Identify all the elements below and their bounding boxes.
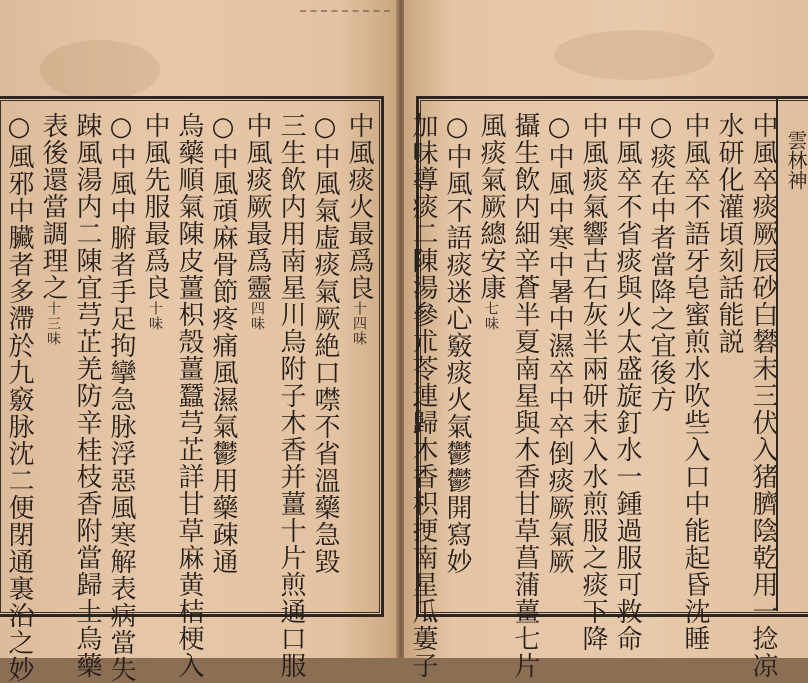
left-col-5: ○中風頑麻骨節疼痛風濕氣鬱用藥疎通 — [208, 112, 238, 575]
left-col-9: 踈風湯内二陳宜芎芷羌防辛桂枝香附當歸土烏藥 — [72, 112, 102, 679]
left-col-4-text: 中風痰厥最爲靈 — [242, 112, 272, 301]
left-col-3: 三生飲内用南星川烏附子木香并薑十片煎通口服 — [276, 112, 306, 679]
left-col-7-note: 十味 — [147, 301, 163, 331]
left-col-6: 烏藥順氣陳皮薑枳殼薑蠶芎芷詳甘草麻黄桔梗入 — [174, 112, 204, 679]
left-col-8: ○中風中腑者手足拘攣急脉浮惡風寒解表病當失 — [106, 112, 136, 683]
left-col-11: ○風邪中臟者多滯於九竅脉沈二便閉通裏治之妙 — [4, 112, 34, 683]
right-col-6: 中風痰氣響古石灰半兩研末入水煎服之痰下降 — [578, 112, 608, 652]
left-col-7 — [140, 112, 170, 331]
left-col-1-note: 十四味 — [351, 301, 367, 346]
right-col-9-text: 風痰氣厥總安康 — [476, 112, 506, 301]
right-col-2: 水研化灌頃刻話能説 — [714, 112, 744, 355]
left-col-1 — [344, 112, 374, 346]
top-mark — [300, 10, 390, 24]
right-col-3: 中風卒不語牙皂蜜煎水吹些入口中能起昏沈睡 — [680, 112, 710, 652]
right-col-9-note: 七味 — [483, 301, 499, 331]
left-col-10-note: 十三味 — [45, 301, 61, 346]
left-col-1-text: 中風痰火最爲良 — [344, 112, 374, 301]
right-col-11: 加味導痰二陳湯參朮苓連歸木香枳挭南星瓜蔞子 — [408, 112, 438, 679]
right-col-7: ○中風中寒中暑中濕卒中卒倒痰厥氣厥 — [544, 112, 574, 575]
left-col-2: ○中風氣虛痰氣厥絶口噤不省溫藥急毀 — [310, 112, 340, 575]
left-col-10 — [38, 112, 68, 346]
left-col-10-text: 表後還當調理之 — [38, 112, 68, 301]
paper-stain — [554, 30, 714, 80]
left-col-4 — [242, 112, 272, 331]
left-col-7-text: 中風先服最爲良 — [140, 112, 170, 301]
right-col-9 — [476, 112, 506, 331]
margin-title: 雲林神 — [784, 130, 808, 190]
right-col-10: ○中風不語痰迷心竅痰火氣鬱鬱開寫妙 — [442, 112, 472, 575]
right-col-5: 中風卒不省痰與火太盛旋釘水一鍾過服可救命 — [612, 112, 642, 652]
left-col-4-note: 四味 — [249, 301, 265, 331]
right-col-1: 中風卒痰厥辰砂白礬末三伏入猪臍陰乾用一捻凉 — [748, 112, 778, 679]
right-col-4: ○痰在中者當降之宜後方 — [646, 112, 676, 413]
paper-stain — [40, 40, 160, 100]
right-col-8: 攝生飲内細辛蒼半夏南星與木香甘草菖蒲薑七片 — [510, 112, 540, 679]
